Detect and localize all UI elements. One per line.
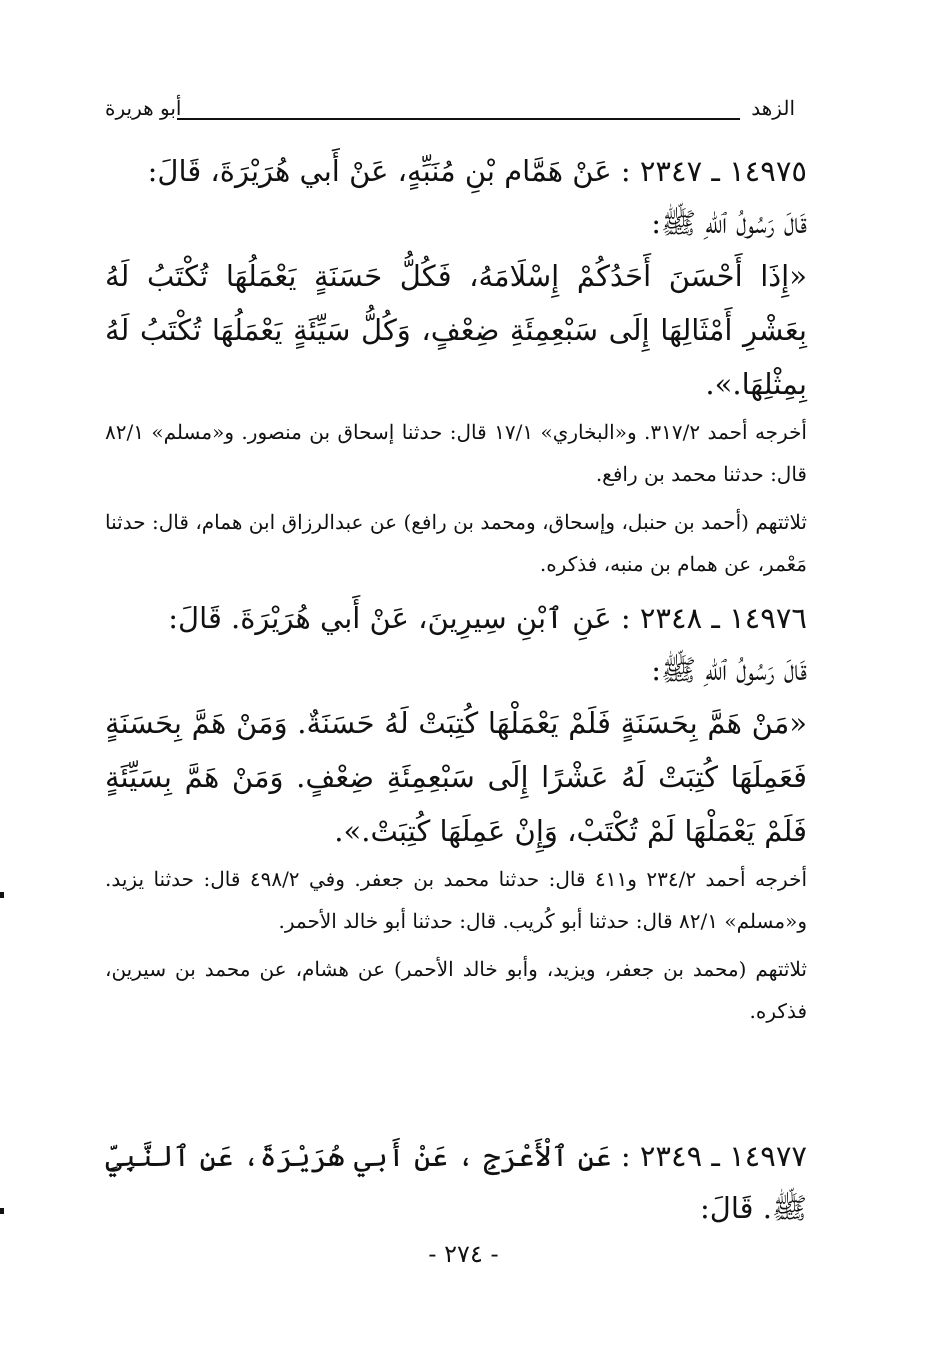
hadith-chain: ثلاثتهم (محمد بن جعفر، ويزيد، وأبو خالد الأحمر) عن هشام، عن محمد بن سيرين، فذكره. [105, 957, 807, 1023]
hadith-text: «مَنْ هَمَّ بِحَسَنَةٍ فَلَمْ يَعْمَلْهَا كُتِبَتْ لَهُ حَسَنَةٌ. وَمَنْ هَمَّ بِحَسَنَةٍ فَعَمِلَهَا كُتِبَتْ لَهُ عَشْرًا إِلَى سَبْعِمِئَةِ ضِعْفٍ. وَمَنْ هَمَّ بِسَيِّئَةٍ فَلَمْ يَعْمَلْهَا لَمْ تُكْتَبْ، وَإِنْ عَمِلَهَا كُتِبَتْ.». [105, 706, 807, 848]
hadith-entry [105, 1130, 807, 1234]
scan-mark [0, 892, 4, 898]
hadith-entry [105, 592, 807, 1032]
hadith-chain: ثلاثتهم (أحمد بن حنبل، وإسحاق، ومحمد بن رافع) عن عبدالرزاق ابن همام، قال: حدثنا مَعْمر، عن همام بن منبه، فذكره. [105, 510, 807, 576]
hadith-attribution-line: قَالَ رَسُولُ ٱللهِ ﷺ: [651, 653, 807, 687]
page-number: - ٢٧٤ - [428, 1240, 499, 1268]
scan-mark [0, 1208, 4, 1214]
hadith-text: «إِذَا أَحْسَنَ أَحَدُكُمْ إِسْلَامَهُ، فَكُلُّ حَسَنَةٍ يَعْمَلُهَا تُكْتَبُ لَهُ بِعَشْرِ أَمْثَالِهَا إِلَى سَبْعِمِئَةِ ضِعْفٍ، وَكُلُّ سَيِّئَةٍ يَعْمَلُهَا تُكْتَبُ لَهُ بِمِثْلِهَا.». [105, 259, 807, 401]
header-chapter-title: الزهد [751, 96, 795, 120]
hadith-attribution-line: ﷺ. قَالَ: [699, 1191, 807, 1225]
hadith-number-line: ١٤٩٧٦ ـ ٢٣٤٨ : عَنِ ٱبْنِ سِيرِينَ، عَنْ أَبي هُرَيْرَةَ. قَالَ: [168, 601, 807, 635]
header-narrator-name: أبو هريرة [105, 96, 182, 120]
header-rule [177, 118, 740, 120]
hadith-entry [105, 145, 807, 585]
running-header [105, 96, 795, 136]
hadith-attribution-line: قَالَ رَسُولُ ٱللهِ ﷺ: [651, 206, 807, 240]
hadith-reference: أخرجه أحمد ٣١٧/٢. و«البخاري» ١٧/١ قال: حدثنا إسحاق بن منصور. و«مسلم» ٨٢/١ قال: حدثنا محمد بن رافع. [105, 420, 807, 486]
hadith-number-line: ١٤٩٧٥ ـ ٢٣٤٧ : عَنْ هَمَّام بْنِ مُنَبِّهٍ، عَنْ أَبي هُرَيْرَةَ، قَالَ: [147, 154, 807, 188]
hadith-number-line: ١٤٩٧٧ ـ ٢٣٤٩ : عَنِ ٱلْأَعْرَجِ ، عَنْ أَبي هُرَيْرَةَ، عَنِ ٱلنَّبِيِّ [105, 1139, 807, 1173]
hadith-reference: أخرجه أحمد ٢٣٤/٢ و٤١١ قال: حدثنا محمد بن جعفر. وفي ٤٩٨/٢ قال: حدثنا يزيد. و«مسلم» ٨٢/١ قال: حدثنا أبو كُريب. قال: حدثنا أبو خالد الأحمر. [105, 867, 808, 933]
